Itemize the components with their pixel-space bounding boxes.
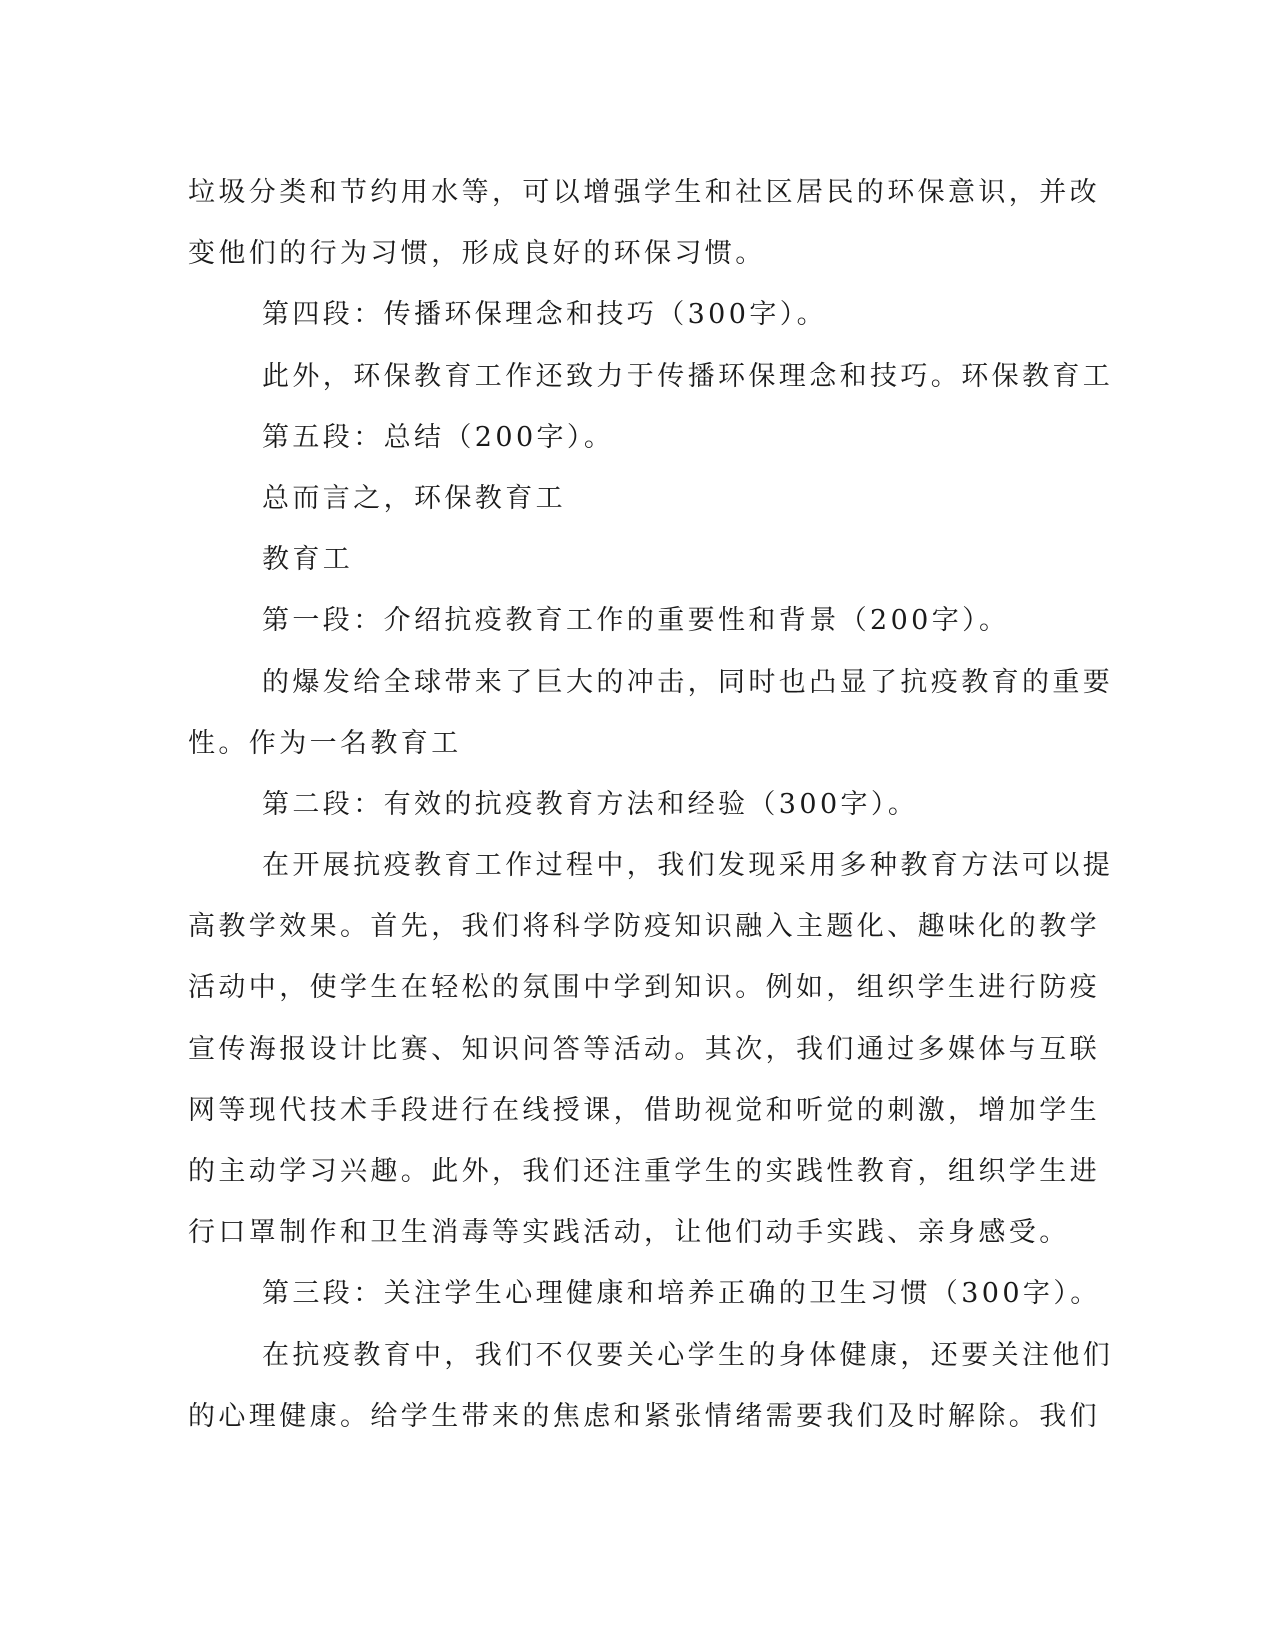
text-line: 此外，环保教育工作还致力于传播环保理念和技巧。环保教育工 <box>262 360 1114 392</box>
text-line: 总而言之，环保教育工 <box>262 482 566 514</box>
section-heading-3: 第三段：关注学生心理健康和培养正确的卫生习惯（300字）。 <box>262 1278 1101 1310</box>
text-line: 的主动学习兴趣。此外，我们还注重学生的实践性教育，组织学生进 <box>188 1156 1100 1187</box>
text-line: 活动中，使学生在轻松的氛围中学到知识。例如，组织学生进行防疫 <box>188 972 1100 1004</box>
document-body <box>188 162 1114 1447</box>
section-heading-2: 第二段：有效的抗疫教育方法和经验（300字）。 <box>262 788 919 820</box>
section-heading-5: 第五段：总结（200字）。 <box>262 421 615 453</box>
text-line: 宣传海报设计比赛、知识问答等活动。其次，我们通过多媒体与互联 <box>188 1033 1100 1065</box>
text-line: 教育工 <box>262 544 354 576</box>
text-line: 的爆发给全球带来了巨大的冲击，同时也凸显了抗疫教育的重要 <box>262 666 1114 698</box>
text-line: 变他们的行为习惯，形成良好的环保习惯。 <box>188 238 766 270</box>
text-line: 性。作为一名教育工 <box>188 727 462 759</box>
text-line: 的心理健康。给学生带来的焦虑和紧张情绪需要我们及时解除。我们 <box>188 1400 1100 1432</box>
text-line: 在开展抗疫教育工作过程中，我们发现采用多种教育方法可以提 <box>262 850 1114 882</box>
text-line: 垃圾分类和节约用水等，可以增强学生和社区居民的环保意识，并改 <box>188 177 1100 208</box>
text-line: 在抗疫教育中，我们不仅要关心学生的身体健康，还要关注他们 <box>262 1339 1114 1371</box>
section-heading-1: 第一段：介绍抗疫教育工作的重要性和背景（200字）。 <box>262 605 1010 637</box>
text-line: 行口罩制作和卫生消毒等实践活动，让他们动手实践、亲身感受。 <box>188 1217 1070 1249</box>
section-heading-4: 第四段：传播环保理念和技巧（300字）。 <box>262 299 828 331</box>
text-line: 网等现代技术手段进行在线授课，借助视觉和听觉的刺激，增加学生 <box>188 1094 1100 1126</box>
text-line: 高教学效果。首先，我们将科学防疫知识融入主题化、趣味化的教学 <box>188 911 1100 943</box>
